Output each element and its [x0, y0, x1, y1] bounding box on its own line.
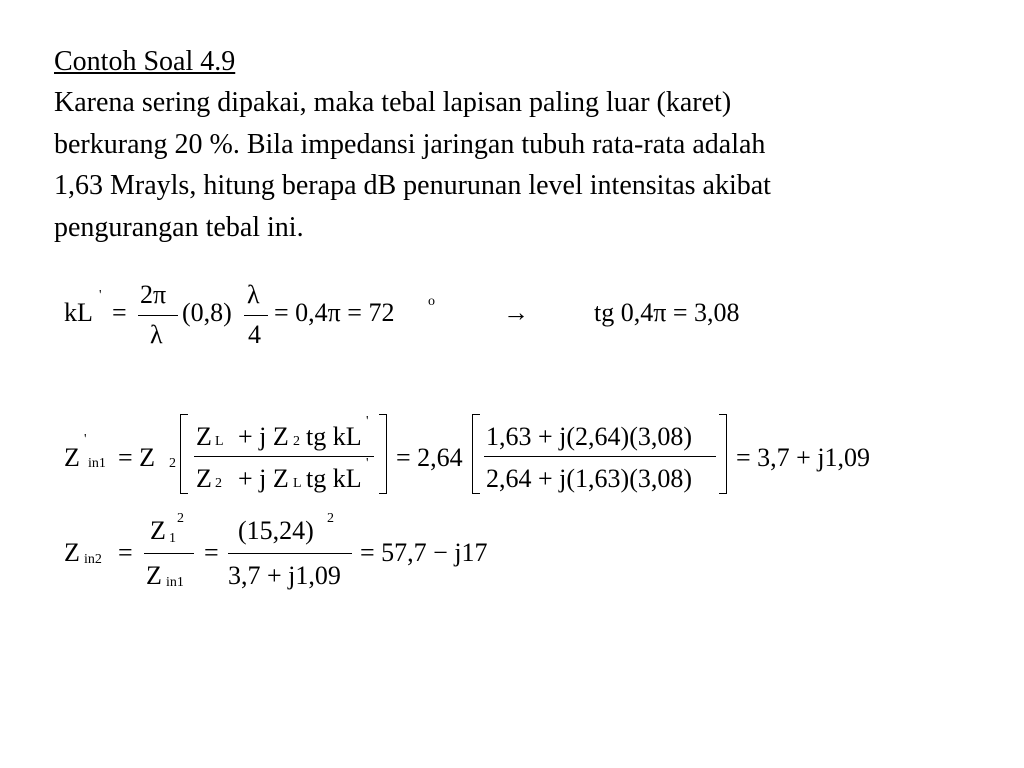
paragraph-line: pengurangan tebal ini. [54, 211, 304, 243]
eq3-fraction2-bar [228, 553, 352, 554]
eq2-num-b-sub: 2 [293, 434, 300, 449]
paragraph-line: Karena sering dipakai, maka tebal lapisan paling luar (karet) [54, 87, 732, 118]
eq3-den-sub: in1 [166, 575, 184, 590]
eq1-result: = 0,4π = 72 [274, 298, 395, 327]
eq3-num-sup: 2 [177, 511, 184, 526]
eq2-lhs-prime: ' [84, 432, 87, 447]
example-heading: Contoh Soal 4.9 [54, 46, 236, 77]
eq2-num-prime: ' [366, 414, 369, 429]
eq2-num2: 1,63 + j(2,64)(3,08) [486, 422, 693, 451]
eq2-den2: 2,64 + j(1,63)(3,08) [486, 464, 693, 493]
eq1-lhs: kL [64, 298, 93, 327]
eq2-den-prime: ' [366, 456, 369, 471]
eq2-z2-sub: 2 [169, 456, 176, 471]
eq2-lhs-z: Z [64, 443, 80, 472]
eq3-equals2: = [204, 538, 219, 567]
eq2-num-a: Z [196, 422, 212, 451]
eq3-num: Z [150, 516, 166, 545]
eq3-num2-sup: 2 [327, 511, 334, 526]
eq1-fraction1-numerator: 2π [140, 280, 167, 309]
eq3-num2: (15,24) [238, 516, 314, 545]
eq2-lhs-sub: in1 [88, 456, 106, 471]
eq1-prime: ' [99, 288, 102, 303]
eq2-num-c: tg kL [306, 422, 362, 451]
eq2-num-b: + j Z [238, 422, 289, 451]
paragraph-line: berkurang 20 %. Bila impedansi jaringan tubuh rata-rata adalah [54, 128, 766, 160]
eq2-den-b-sub: L [293, 476, 302, 491]
eq3-den: Z [146, 561, 162, 590]
eq1-tangent: tg 0,4π = 3,08 [594, 298, 740, 327]
eq2-num-a-sub: L [215, 434, 224, 449]
eq3-result: = 57,7 − j17 [360, 538, 488, 567]
eq1-degree: o [428, 294, 435, 309]
eq2-den-a: Z [196, 464, 212, 493]
eq2-mid: = 2,64 [396, 443, 463, 472]
eq3-fraction1-bar [144, 553, 194, 554]
eq3-num-sub: 1 [169, 531, 176, 546]
eq1-fraction2-denominator: 4 [248, 320, 261, 349]
eq2-den-a-sub: 2 [215, 476, 222, 491]
paragraph-line: 1,63 Mrayls, hitung berapa dB penurunan level intensitas akibat [54, 170, 771, 201]
eq3-lhs-sub: in2 [84, 552, 102, 567]
eq2-den-b: + j Z [238, 464, 289, 493]
eq3-lhs: Z [64, 538, 80, 567]
eq3-equals: = [118, 538, 133, 567]
eq1-arrow: → [503, 298, 529, 327]
eq1-fraction1-denominator: λ [150, 320, 163, 349]
eq2-equals-z2: = Z [118, 443, 156, 472]
eq1-factor: (0,8) [182, 298, 232, 327]
eq2-den-c: tg kL [306, 464, 362, 493]
eq2-result: = 3,7 + j1,09 [736, 443, 871, 472]
eq3-den2: 3,7 + j1,09 [228, 561, 341, 590]
eq1-fraction2-numerator: λ [247, 280, 260, 309]
eq1-equals: = [112, 298, 127, 327]
